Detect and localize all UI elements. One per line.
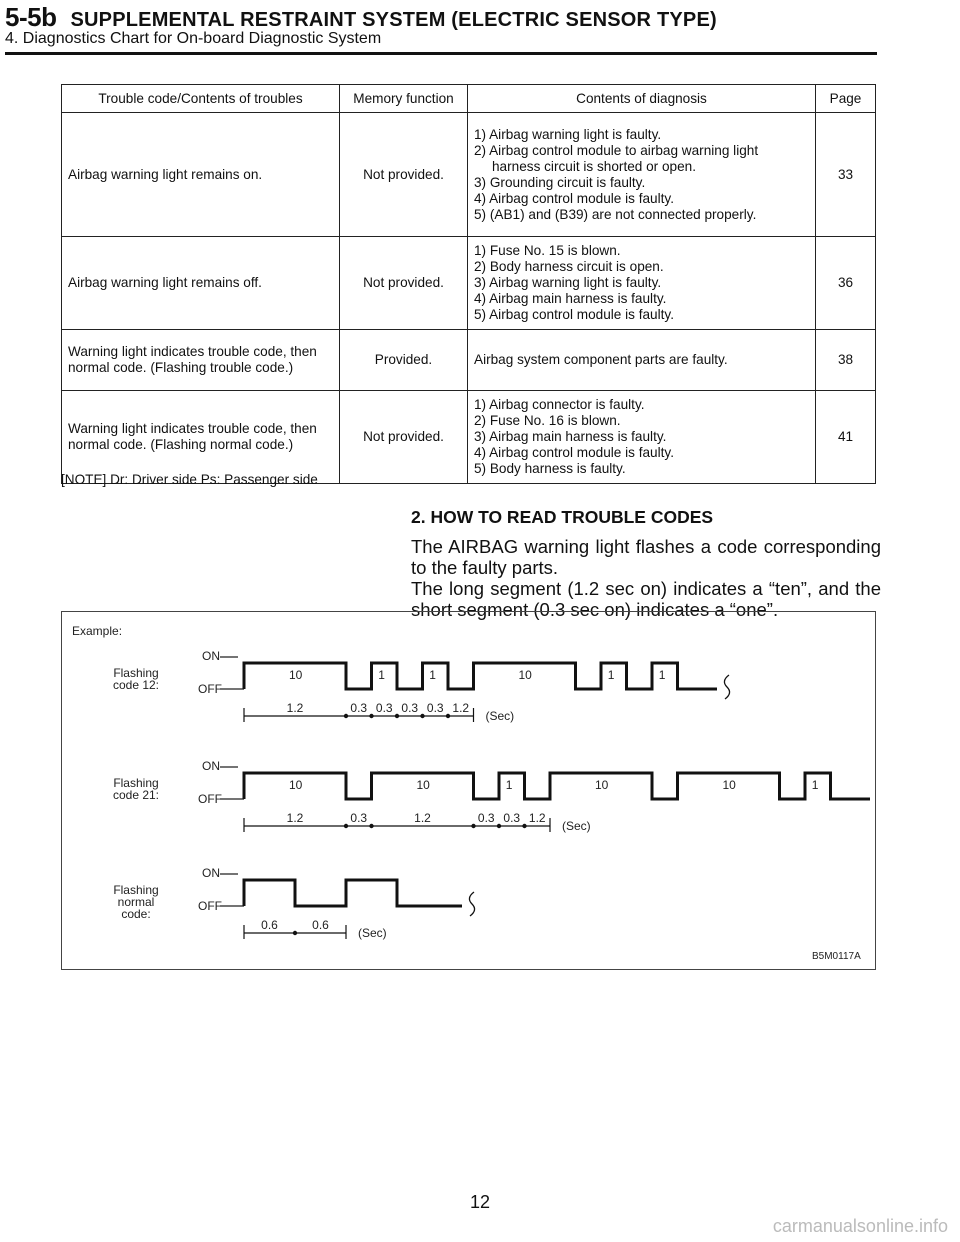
section-title: SUPPLEMENTAL RESTRAINT SYSTEM (ELECTRIC SENSOR TYPE) xyxy=(70,9,717,31)
off-label: OFF xyxy=(198,899,222,913)
memory-cell: Not provided. xyxy=(340,237,468,330)
diagnosis-item: 1) Airbag connector is faulty. xyxy=(474,397,645,412)
page-cell: 41 xyxy=(816,391,876,484)
page-number: 12 xyxy=(469,1192,491,1212)
table-note: [NOTE] Dr: Driver side Ps: Passenger side xyxy=(61,472,318,487)
pulse-value-label: 1 xyxy=(429,668,436,682)
diagnosis-item: Airbag system component parts are faulty. xyxy=(474,352,728,367)
page-cell: 38 xyxy=(816,330,876,391)
pulse-value-label: 10 xyxy=(289,668,303,682)
diagnosis-item: 1) Airbag warning light is faulty. xyxy=(474,126,662,142)
flash-code-diagram xyxy=(62,612,874,968)
dimension-dot xyxy=(369,824,373,828)
row-label: Flashing xyxy=(113,666,159,680)
duration-label: 1.2 xyxy=(452,701,470,715)
body-paragraph: The AIRBAG warning light flashes a code corresponding to the faulty parts. xyxy=(411,536,881,578)
column-header: Memory function xyxy=(340,85,468,113)
dimension-dot xyxy=(344,714,348,718)
section-number: 5-5b xyxy=(5,2,57,32)
duration-label: 0.3 xyxy=(350,701,368,715)
duration-label: 1.2 xyxy=(286,701,304,715)
pulse-value-label: 10 xyxy=(416,778,430,792)
pulse-value-label: 10 xyxy=(595,778,609,792)
row-label: code 12: xyxy=(112,678,160,692)
duration-label: 0.3 xyxy=(503,811,521,825)
duration-label: 0.3 xyxy=(477,811,495,825)
unit-label: (Sec) xyxy=(562,819,591,833)
column-header: Contents of diagnosis xyxy=(468,85,816,113)
unit-label: (Sec) xyxy=(485,709,515,723)
waveform xyxy=(244,880,462,906)
diagnosis-item: 3) Airbag main harness is faulty. xyxy=(474,429,667,444)
off-label: OFF xyxy=(198,792,222,806)
column-header: Trouble code/Contents of troubles xyxy=(62,85,340,113)
header-rule xyxy=(5,52,877,55)
pulse-value-label: 10 xyxy=(722,778,736,792)
diagnosis-item: 4) Airbag control module is faulty. xyxy=(474,190,674,206)
diagnosis-item: 2) Fuse No. 16 is blown. xyxy=(474,413,621,428)
diagnosis-item: 5) Body harness is faulty. xyxy=(474,461,626,476)
dimension-dot xyxy=(446,714,450,718)
row-label: Flashing xyxy=(113,883,159,897)
diagnosis-item: 2) Body harness circuit is open. xyxy=(474,259,664,274)
duration-label: 0.3 xyxy=(426,701,444,715)
duration-label: 0.3 xyxy=(401,701,419,715)
on-label: ON xyxy=(202,866,220,880)
section-2 xyxy=(411,507,881,620)
duration-label: 0.3 xyxy=(350,811,368,825)
diagnosis-item: 5) Airbag control module is faulty. xyxy=(474,307,674,322)
diagnosis-cell xyxy=(468,113,816,237)
pulse-value-label: 1 xyxy=(658,668,666,682)
diagnosis-item: 4) Airbag control module is faulty. xyxy=(474,445,674,460)
page-cell: 33 xyxy=(816,113,876,237)
table-row xyxy=(62,237,876,330)
waveform xyxy=(244,773,870,799)
dimension-dot xyxy=(344,824,348,828)
section-subtitle: 4. Diagnostics Chart for On-board Diagnostic System xyxy=(5,30,382,47)
duration-label: 0.6 xyxy=(261,918,278,932)
duration-label: 0.3 xyxy=(375,701,393,715)
duration-label: 1.2 xyxy=(286,811,304,825)
row-label: code 21: xyxy=(112,788,160,802)
on-label: ON xyxy=(202,759,220,773)
column-header: Page xyxy=(816,85,876,113)
dimension-dot xyxy=(420,714,424,718)
example-label: Example: xyxy=(72,624,123,638)
dimension-dot xyxy=(471,824,475,828)
break-mark xyxy=(469,892,474,916)
diagnosis-cell xyxy=(468,391,816,484)
diagnosis-item: 3) Airbag warning light is faulty. xyxy=(474,275,662,290)
dimension-dot xyxy=(522,824,526,828)
table-row xyxy=(62,391,876,484)
section-heading: 2. HOW TO READ TROUBLE CODES xyxy=(411,507,714,527)
page-cell: 36 xyxy=(816,237,876,330)
flash-code-figure xyxy=(61,611,876,970)
duration-label: 1.2 xyxy=(528,811,546,825)
on-label: ON xyxy=(202,649,220,663)
duration-label: 1.2 xyxy=(414,811,431,825)
unit-label: (Sec) xyxy=(358,926,387,940)
row-label: code: xyxy=(121,907,151,921)
off-label: OFF xyxy=(198,682,222,696)
waveform xyxy=(244,663,717,689)
diagnosis-item: 1) Fuse No. 15 is blown. xyxy=(474,243,621,258)
break-mark xyxy=(724,675,729,699)
row-label: Flashing xyxy=(113,776,159,790)
pulse-value-label: 1 xyxy=(811,778,819,792)
pulse-value-label: 10 xyxy=(289,778,303,792)
dimension-dot xyxy=(293,931,297,935)
table-row xyxy=(62,330,876,391)
diagnosis-cell xyxy=(468,237,816,330)
diagnostics-table xyxy=(61,84,876,484)
pulse-value-label: 1 xyxy=(505,778,513,792)
trouble-cell: Warning light indicates trouble code, then normal code. (Flashing trouble code.) xyxy=(62,330,340,391)
diagnosis-item: 2) Airbag control module to airbag warning light harness circuit is shorted or open. xyxy=(474,142,759,174)
trouble-cell: Airbag warning light remains off. xyxy=(62,237,340,330)
trouble-cell: Airbag warning light remains on. xyxy=(62,113,340,237)
dimension-dot xyxy=(369,714,373,718)
page-header xyxy=(5,2,880,48)
diagnosis-cell xyxy=(468,330,816,391)
duration-label: 0.6 xyxy=(312,918,329,932)
pulse-value-label: 1 xyxy=(607,668,615,682)
dimension-dot xyxy=(395,714,399,718)
trouble-cell: Warning light indicates trouble code, then normal code. (Flashing normal code.) xyxy=(62,391,340,484)
memory-cell: Not provided. xyxy=(340,113,468,237)
diagnosis-item: 4) Airbag main harness is faulty. xyxy=(474,291,667,306)
figure-id: B5M0117A xyxy=(812,951,861,962)
memory-cell: Not provided. xyxy=(340,391,468,484)
memory-cell: Provided. xyxy=(340,330,468,391)
dimension-dot xyxy=(497,824,501,828)
table-header-row xyxy=(62,85,876,113)
watermark-text: carmanualsonline.info xyxy=(772,1216,948,1236)
row-label: normal xyxy=(117,895,155,909)
pulse-value-label: 10 xyxy=(518,668,532,682)
diagnosis-item: 5) (AB1) and (B39) are not connected properly. xyxy=(474,206,757,222)
diagnosis-item: 3) Grounding circuit is faulty. xyxy=(474,174,646,190)
body-paragraph: The long segment (1.2 sec on) indicates a “ten”, and the short segment (0.3 sec on) indicates a “one”. xyxy=(411,578,881,620)
table-row xyxy=(62,113,876,237)
pulse-value-label: 1 xyxy=(378,668,385,682)
